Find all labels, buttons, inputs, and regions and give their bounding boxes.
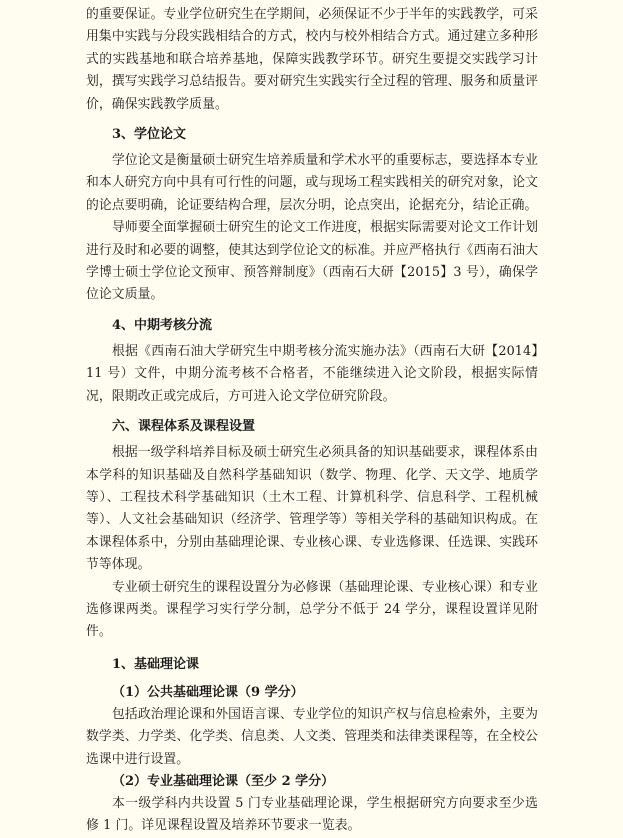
- curriculum-paragraph-2: 专业硕士研究生的课程设置分为必修课（基础理论课、专业核心课）和专业选修课两类。课程学习实行学分制，总学分不低于 24 学分，课程设置详见附件。: [86, 579, 538, 640]
- thesis-paragraph-2: 导师要全面掌握硕士研究生的论文工作进度，根据实际需要对论文工作计划进行及时和必要的调整，使其达到学位论文的标准。并应严格执行《西南石油大学博士硕士学位论文预审、预答辩制度》（西南石大研【2015】3 号），确保学位论文质量。: [86, 220, 538, 303]
- thesis-paragraph-1: 学位论文是衡量硕士研究生培养质量和学术水平的重要标志，要选择本专业和本人研究方向中具有可行性的问题，或与现场工程实践相关的研究对象，论文的论点要明确，论证要结构合理，层次分明，论点突出，论据充分，结论正确。: [86, 153, 538, 213]
- midterm-heading: 4、中期考核分流: [112, 317, 213, 333]
- major-basic-courses-paragraph: 本一级学科内共设置 5 门专业基础理论课，学生根据研究方向要求至少选修 1 门。详见课程设置及培养环节要求一览表。: [86, 795, 538, 834]
- public-basic-courses-heading: （1）公共基础理论课（9 学分）: [112, 684, 304, 700]
- practice-paragraph: 的重要保证。专业学位研究生在学期间，必须保证不少于半年的实践教学，可采用集中实践与分段实践相结合的方式，校内与校外相结合方式。通过建立多种形式的实践基地和联合培养基地，保障实践教学环节。研究生要提交实践学习计划，撰写实践学习总结报告。要对研究生实践实行全过程的管理、服务和质量评价，确保实践教学质量。: [86, 7, 538, 112]
- thesis-heading: 3、学位论文: [112, 127, 187, 143]
- major-basic-courses-heading: （2）专业基础理论课（至少 2 学分）: [112, 773, 335, 789]
- curriculum-heading: 六、课程体系及课程设置: [112, 419, 256, 435]
- basic-courses-heading: 1、基础理论课: [112, 656, 200, 672]
- public-basic-courses-paragraph: 包括政治理论课和外国语言课、专业学位的知识产权与信息检索外，主要为数学类、力学类、化学类、信息类、人文类、管理类和法律类课程等，在全校公选课中进行设置。: [86, 706, 538, 767]
- curriculum-paragraph-1: 根据一级学科培养目标及硕士研究生必须具备的知识基础要求，课程体系由本学科的知识基础及自然科学基础知识（数学、物理、化学、天文学、地质学等）、工程技术科学基础知识（土木工程、计算机科学、信息科学、工程机械等）、人文社会基础知识（经济学、管理学等）等相关学科的基础知识构成。在本课程体系中，分别由基础理论课、专业核心课、专业选修课、任选课、实践环节等体现。: [86, 445, 538, 573]
- midterm-paragraph: 根据《西南石油大学研究生中期考核分流实施办法》（西南石大研【2014】11 号）文件，中期分流考核不合格者，不能继续进入论文阶段，根据实际情况，限期改正或完成后，方可进入论文学位研究阶段。: [86, 343, 538, 404]
